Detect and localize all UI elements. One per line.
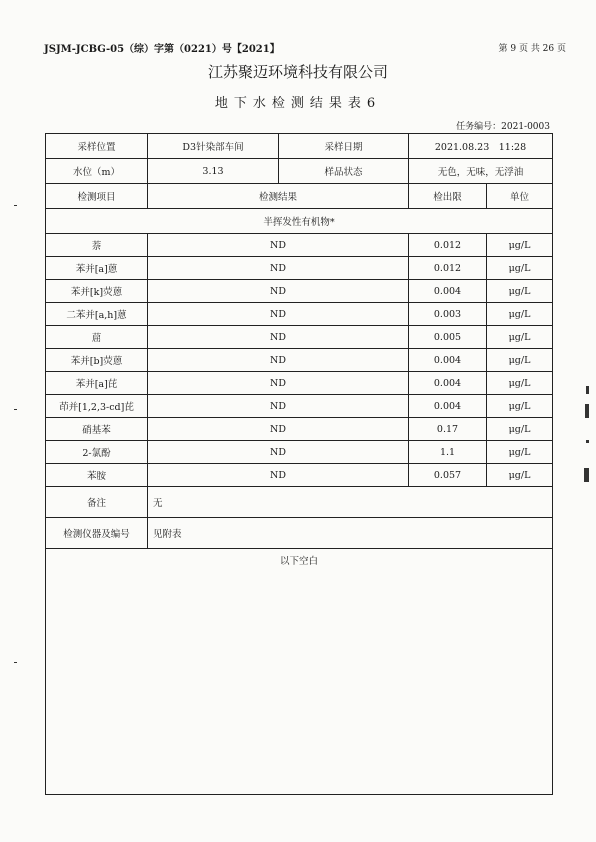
- item-limit: 0.012: [409, 257, 487, 280]
- item-limit: 0.004: [409, 280, 487, 303]
- table-row: [46, 372, 553, 395]
- date-label: 采样日期: [279, 134, 409, 159]
- table-row: [46, 349, 553, 372]
- info-row-1: [46, 134, 553, 159]
- scan-mark: [14, 662, 17, 663]
- item-unit: μg/L: [487, 257, 553, 280]
- item-name: 苯并[k]荧蒽: [46, 280, 148, 303]
- results-table: [45, 133, 553, 795]
- remarks-value: 无: [148, 487, 553, 518]
- item-name: 苯并[b]荧蒽: [46, 349, 148, 372]
- remarks-row: [46, 487, 553, 518]
- task-number: 任务编号：2021-0003: [456, 122, 550, 132]
- item-name: 苯并[a]蒽: [46, 257, 148, 280]
- col-item-header: 检测项目: [46, 184, 148, 209]
- table-row: [46, 395, 553, 418]
- info-row-2: [46, 159, 553, 184]
- table-row: [46, 326, 553, 349]
- item-name: 硝基苯: [46, 418, 148, 441]
- scan-mark: [585, 404, 589, 418]
- water-value: 3.13: [148, 159, 279, 184]
- item-unit: μg/L: [487, 326, 553, 349]
- item-result: ND: [148, 303, 409, 326]
- table-row: [46, 257, 553, 280]
- item-result: ND: [148, 326, 409, 349]
- item-limit: 0.057: [409, 464, 487, 487]
- item-limit: 0.17: [409, 418, 487, 441]
- instrument-row: [46, 518, 553, 549]
- table-row: [46, 441, 553, 464]
- table-row: [46, 464, 553, 487]
- table-row: [46, 303, 553, 326]
- scan-mark: [14, 205, 17, 206]
- table-row: [46, 280, 553, 303]
- company-name: 江苏聚迈环境科技有限公司: [207, 63, 388, 81]
- table-row: [46, 234, 553, 257]
- location-label: 采样位置: [46, 134, 148, 159]
- location-value: D3针染部车间: [148, 134, 279, 159]
- instrument-label: 检测仪器及编号: [46, 518, 148, 549]
- section-row: [46, 209, 553, 234]
- scan-mark: [586, 440, 589, 443]
- item-name: 二苯并[a,h]蒽: [46, 303, 148, 326]
- item-limit: 0.004: [409, 372, 487, 395]
- item-result: ND: [148, 349, 409, 372]
- item-result: ND: [148, 257, 409, 280]
- instrument-value: 见附表: [148, 518, 553, 549]
- item-name: 苯并[a]芘: [46, 372, 148, 395]
- item-result: ND: [148, 372, 409, 395]
- scan-mark: [14, 409, 17, 410]
- item-limit: 0.004: [409, 395, 487, 418]
- col-limit-header: 检出限: [409, 184, 487, 209]
- item-unit: μg/L: [487, 280, 553, 303]
- state-label: 样品状态: [279, 159, 409, 184]
- item-unit: μg/L: [487, 441, 553, 464]
- document-code: JSJM-JCBG-05（综）字第（0221）号【2021】: [44, 44, 280, 55]
- item-name: 茚并[1,2,3-cd]芘: [46, 395, 148, 418]
- item-unit: μg/L: [487, 234, 553, 257]
- item-result: ND: [148, 418, 409, 441]
- item-result: ND: [148, 464, 409, 487]
- item-limit: 0.005: [409, 326, 487, 349]
- item-limit: 0.004: [409, 349, 487, 372]
- water-label: 水位（m）: [46, 159, 148, 184]
- item-unit: μg/L: [487, 303, 553, 326]
- scan-mark: [584, 468, 589, 482]
- blank-area-row: [46, 549, 553, 795]
- date-value: 2021.08.23 11:28: [409, 134, 553, 159]
- item-result: ND: [148, 395, 409, 418]
- column-header-row: [46, 184, 553, 209]
- item-name: 䓛: [46, 326, 148, 349]
- item-unit: μg/L: [487, 395, 553, 418]
- item-result: ND: [148, 234, 409, 257]
- blank-note: 以下空白: [46, 549, 553, 795]
- item-result: ND: [148, 441, 409, 464]
- col-unit-header: 单位: [487, 184, 553, 209]
- item-unit: μg/L: [487, 418, 553, 441]
- col-result-header: 检测结果: [148, 184, 409, 209]
- item-limit: 0.003: [409, 303, 487, 326]
- item-name: 苯胺: [46, 464, 148, 487]
- table-row: [46, 418, 553, 441]
- item-limit: 0.012: [409, 234, 487, 257]
- item-name: 2-氯酚: [46, 441, 148, 464]
- item-name: 萘: [46, 234, 148, 257]
- item-unit: μg/L: [487, 372, 553, 395]
- scan-mark: [586, 386, 589, 394]
- item-limit: 1.1: [409, 441, 487, 464]
- section-title: 半挥发性有机物*: [46, 209, 553, 234]
- item-result: ND: [148, 280, 409, 303]
- page-title: 地下水检测结果表6: [214, 96, 382, 111]
- page-info: 第 9 页 共 26 页: [498, 44, 566, 54]
- state-value: 无色，无味，无浮油: [409, 159, 553, 184]
- remarks-label: 备注: [46, 487, 148, 518]
- item-unit: μg/L: [487, 349, 553, 372]
- item-unit: μg/L: [487, 464, 553, 487]
